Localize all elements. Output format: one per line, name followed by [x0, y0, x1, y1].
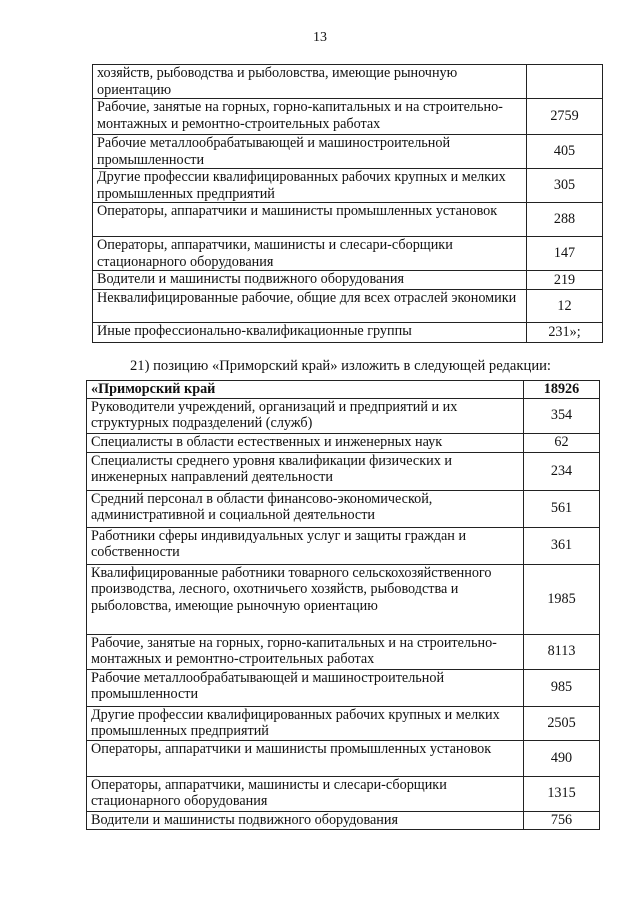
table-row: [93, 169, 603, 203]
occupation-label: Другие профессии квалифицированных рабочих крупных и мелких промышленных предприятий: [87, 706, 524, 740]
primorsky-krai-table: [86, 380, 600, 830]
occupation-label: Водители и машинисты подвижного оборудования: [93, 271, 527, 290]
occupation-value: 354: [524, 398, 600, 433]
occupation-value: 405: [527, 135, 603, 169]
occupation-label: Средний персонал в области финансово-экономической, административной и социальной деятельности: [87, 490, 524, 527]
table-row: [87, 490, 600, 527]
table-body: [93, 65, 603, 343]
occupation-label: Работники сферы индивидуальных услуг и защиты граждан и собственности: [87, 527, 524, 564]
table-row: [93, 323, 603, 343]
occupation-label: Операторы, аппаратчики и машинисты промышленных установок: [93, 203, 527, 237]
occupation-value: 305: [527, 169, 603, 203]
occupation-label: Специалисты в области естественных и инженерных наук: [87, 433, 524, 452]
table-row: [93, 203, 603, 237]
occupation-label: Иные профессионально-квалификационные группы: [93, 323, 527, 343]
occupation-label: Рабочие металлообрабатывающей и машиностроительной промышленности: [93, 135, 527, 169]
table-row: [87, 564, 600, 634]
region-name: «Приморский край: [87, 381, 524, 399]
occupation-value: 288: [527, 203, 603, 237]
occupation-label: Руководители учреждений, организаций и предприятий и их структурных подразделений (служб): [87, 398, 524, 433]
occupation-label: Операторы, аппаратчики, машинисты и слесари-сборщики стационарного оборудования: [87, 776, 524, 811]
occupation-value: 1985: [524, 564, 600, 634]
table-row: [87, 811, 600, 829]
table-row: [93, 290, 603, 323]
occupation-value: 561: [524, 490, 600, 527]
occupation-label: Операторы, аппаратчики, машинисты и слесари-сборщики стационарного оборудования: [93, 237, 527, 271]
occupation-value: 62: [524, 433, 600, 452]
occupation-value: 231»;: [527, 323, 603, 343]
table-row: [93, 135, 603, 169]
region-header-row: [87, 381, 600, 399]
occupation-value: [527, 65, 603, 99]
table-row: [87, 398, 600, 433]
occupation-value: 147: [527, 237, 603, 271]
occupation-value: 756: [524, 811, 600, 829]
table-row: [87, 776, 600, 811]
table-row: [87, 706, 600, 740]
occupation-table-continued: [92, 64, 603, 343]
occupation-label: Другие профессии квалифицированных рабочих крупных и мелких промышленных предприятий: [93, 169, 527, 203]
occupation-value: 2759: [527, 99, 603, 135]
table-row: [87, 527, 600, 564]
occupation-label: Рабочие, занятые на горных, горно-капитальных и на строительно-монтажных и ремонтно-строительных работах: [87, 634, 524, 669]
occupation-label: Квалифицированные работники товарного сельскохозяйственного производства, лесного, охотничьего хозяйств, рыбоводства и рыболовства, имеющие рыночную ориентацию: [87, 564, 524, 634]
occupation-label: Рабочие, занятые на горных, горно-капитальных и на строительно-монтажных и ремонтно-строительных работах: [93, 99, 527, 135]
occupation-label: хозяйств, рыбоводства и рыболовства, имеющие рыночную ориентацию: [93, 65, 527, 99]
occupation-label: Водители и машинисты подвижного оборудования: [87, 811, 524, 829]
occupation-value: 985: [524, 669, 600, 706]
occupation-value: 12: [527, 290, 603, 323]
table-row: [93, 237, 603, 271]
table-row: [87, 634, 600, 669]
occupation-value: 234: [524, 452, 600, 490]
occupation-value: 2505: [524, 706, 600, 740]
table-row: [87, 669, 600, 706]
table-row: [93, 65, 603, 99]
table-row: [87, 452, 600, 490]
occupation-value: 219: [527, 271, 603, 290]
amendment-intro-text: 21) позицию «Приморский край» изложить в следующей редакции:: [130, 358, 551, 374]
table-row: [93, 271, 603, 290]
table-body: [87, 381, 600, 830]
occupation-value: 8113: [524, 634, 600, 669]
occupation-value: 490: [524, 740, 600, 776]
occupation-value: 1315: [524, 776, 600, 811]
page-number: 13: [313, 30, 327, 45]
occupation-label: Рабочие металлообрабатывающей и машиностроительной промышленности: [87, 669, 524, 706]
occupation-label: Операторы, аппаратчики и машинисты промышленных установок: [87, 740, 524, 776]
table-row: [87, 740, 600, 776]
table-row: [93, 99, 603, 135]
occupation-label: Специалисты среднего уровня квалификации физических и инженерных направлений деятельности: [87, 452, 524, 490]
occupation-label: Неквалифицированные рабочие, общие для всех отраслей экономики: [93, 290, 527, 323]
region-total: 18926: [524, 381, 600, 399]
occupation-value: 361: [524, 527, 600, 564]
table-row: [87, 433, 600, 452]
